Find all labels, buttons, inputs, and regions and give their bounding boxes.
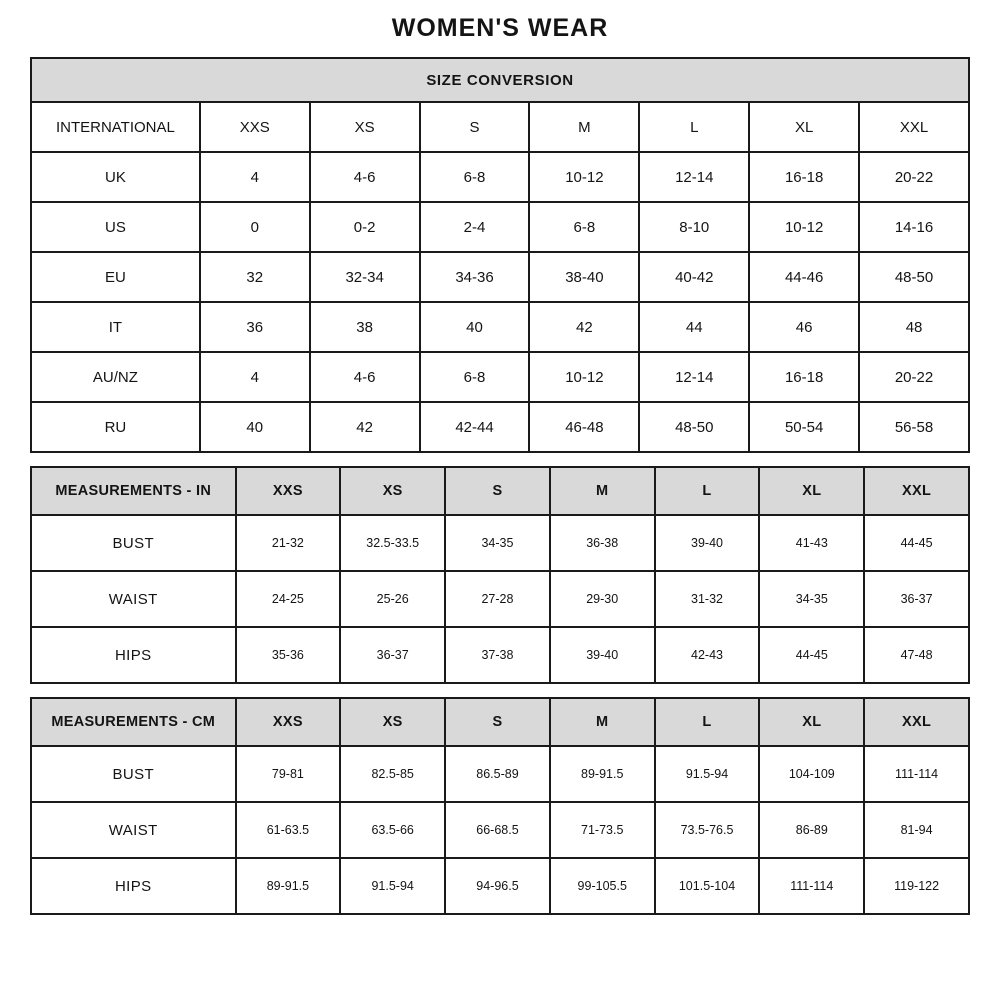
value-cell: 111-114 [864, 746, 969, 802]
value-cell: 16-18 [749, 152, 859, 202]
table-title-cell: SIZE CONVERSION [31, 58, 969, 102]
value-cell: 42 [529, 302, 639, 352]
size-conversion-body [31, 58, 969, 452]
column-header-cell: S [445, 698, 550, 746]
value-cell: 25-26 [340, 571, 445, 627]
row-label-cell: EU [31, 252, 200, 302]
column-header-cell: INTERNATIONAL [31, 102, 200, 152]
table-row [31, 627, 969, 683]
column-header-cell: XXS [236, 467, 341, 515]
column-header-cell: S [420, 102, 530, 152]
column-header-row [31, 467, 969, 515]
value-cell: 91.5-94 [340, 858, 445, 914]
table-row [31, 802, 969, 858]
value-cell: 42-44 [420, 402, 530, 452]
table-title-cell: MEASUREMENTS - IN [31, 467, 236, 515]
column-header-cell: S [445, 467, 550, 515]
value-cell: 89-91.5 [236, 858, 341, 914]
value-cell: 91.5-94 [655, 746, 760, 802]
row-label-cell: WAIST [31, 802, 236, 858]
value-cell: 2-4 [420, 202, 530, 252]
value-cell: 61-63.5 [236, 802, 341, 858]
row-label-cell: US [31, 202, 200, 252]
value-cell: 32 [200, 252, 310, 302]
table-row [31, 152, 969, 202]
value-cell: 47-48 [864, 627, 969, 683]
table-row [31, 515, 969, 571]
value-cell: 111-114 [759, 858, 864, 914]
value-cell: 40 [200, 402, 310, 452]
table-row [31, 352, 969, 402]
value-cell: 0-2 [310, 202, 420, 252]
value-cell: 101.5-104 [655, 858, 760, 914]
value-cell: 0 [200, 202, 310, 252]
value-cell: 89-91.5 [550, 746, 655, 802]
value-cell: 63.5-66 [340, 802, 445, 858]
row-label-cell: HIPS [31, 627, 236, 683]
value-cell: 82.5-85 [340, 746, 445, 802]
value-cell: 86.5-89 [445, 746, 550, 802]
column-header-cell: XL [759, 467, 864, 515]
column-header-cell: XXL [859, 102, 969, 152]
row-label-cell: AU/NZ [31, 352, 200, 402]
table-row [31, 858, 969, 914]
value-cell: 48-50 [639, 402, 749, 452]
measurements-in-table [30, 466, 970, 684]
value-cell: 56-58 [859, 402, 969, 452]
measurements-cm-table [30, 697, 970, 915]
value-cell: 86-89 [759, 802, 864, 858]
value-cell: 44 [639, 302, 749, 352]
measurements-cm-body [31, 698, 969, 914]
column-header-cell: XL [759, 698, 864, 746]
value-cell: 48 [859, 302, 969, 352]
value-cell: 24-25 [236, 571, 341, 627]
value-cell: 36-38 [550, 515, 655, 571]
row-label-cell: HIPS [31, 858, 236, 914]
value-cell: 34-35 [445, 515, 550, 571]
value-cell: 42-43 [655, 627, 760, 683]
value-cell: 37-38 [445, 627, 550, 683]
page-title: WOMEN'S WEAR [391, 14, 609, 42]
column-header-cell: XXL [864, 467, 969, 515]
row-label-cell: BUST [31, 746, 236, 802]
value-cell: 4 [200, 352, 310, 402]
value-cell: 27-28 [445, 571, 550, 627]
value-cell: 36-37 [340, 627, 445, 683]
value-cell: 10-12 [529, 152, 639, 202]
value-cell: 40-42 [639, 252, 749, 302]
value-cell: 20-22 [859, 152, 969, 202]
value-cell: 104-109 [759, 746, 864, 802]
table-title-row [31, 58, 969, 102]
value-cell: 73.5-76.5 [655, 802, 760, 858]
value-cell: 44-46 [749, 252, 859, 302]
column-header-cell: XS [310, 102, 420, 152]
value-cell: 66-68.5 [445, 802, 550, 858]
table-row [31, 202, 969, 252]
value-cell: 94-96.5 [445, 858, 550, 914]
column-header-cell: M [550, 467, 655, 515]
value-cell: 48-50 [859, 252, 969, 302]
value-cell: 39-40 [550, 627, 655, 683]
table-row [31, 252, 969, 302]
value-cell: 44-45 [759, 627, 864, 683]
value-cell: 21-32 [236, 515, 341, 571]
measurements-in-body [31, 467, 969, 683]
value-cell: 40 [420, 302, 530, 352]
value-cell: 46 [749, 302, 859, 352]
column-header-cell: L [655, 467, 760, 515]
value-cell: 4-6 [310, 352, 420, 402]
table-title-cell: MEASUREMENTS - CM [31, 698, 236, 746]
value-cell: 4-6 [310, 152, 420, 202]
value-cell: 41-43 [759, 515, 864, 571]
column-header-cell: XXS [200, 102, 310, 152]
table-row [31, 746, 969, 802]
column-header-cell: XS [340, 698, 445, 746]
value-cell: 42 [310, 402, 420, 452]
value-cell: 6-8 [420, 152, 530, 202]
value-cell: 12-14 [639, 352, 749, 402]
value-cell: 36 [200, 302, 310, 352]
column-header-cell: XL [749, 102, 859, 152]
column-header-cell: M [529, 102, 639, 152]
value-cell: 12-14 [639, 152, 749, 202]
column-header-cell: L [655, 698, 760, 746]
value-cell: 34-36 [420, 252, 530, 302]
value-cell: 6-8 [420, 352, 530, 402]
value-cell: 6-8 [529, 202, 639, 252]
value-cell: 119-122 [864, 858, 969, 914]
value-cell: 16-18 [749, 352, 859, 402]
value-cell: 36-37 [864, 571, 969, 627]
column-header-row [31, 698, 969, 746]
value-cell: 4 [200, 152, 310, 202]
row-label-cell: BUST [31, 515, 236, 571]
value-cell: 99-105.5 [550, 858, 655, 914]
table-row [31, 402, 969, 452]
value-cell: 34-35 [759, 571, 864, 627]
column-header-cell: M [550, 698, 655, 746]
column-header-cell: L [639, 102, 749, 152]
column-header-cell: XXS [236, 698, 341, 746]
size-conversion-table [30, 57, 970, 453]
value-cell: 10-12 [749, 202, 859, 252]
value-cell: 32-34 [310, 252, 420, 302]
value-cell: 35-36 [236, 627, 341, 683]
value-cell: 32.5-33.5 [340, 515, 445, 571]
table-row [31, 571, 969, 627]
value-cell: 38-40 [529, 252, 639, 302]
column-header-cell: XXL [864, 698, 969, 746]
value-cell: 46-48 [529, 402, 639, 452]
value-cell: 10-12 [529, 352, 639, 402]
value-cell: 79-81 [236, 746, 341, 802]
row-label-cell: IT [31, 302, 200, 352]
row-label-cell: UK [31, 152, 200, 202]
column-header-cell: XS [340, 467, 445, 515]
value-cell: 29-30 [550, 571, 655, 627]
value-cell: 44-45 [864, 515, 969, 571]
value-cell: 8-10 [639, 202, 749, 252]
value-cell: 38 [310, 302, 420, 352]
value-cell: 71-73.5 [550, 802, 655, 858]
value-cell: 81-94 [864, 802, 969, 858]
table-row [31, 302, 969, 352]
column-header-row [31, 102, 969, 152]
value-cell: 14-16 [859, 202, 969, 252]
value-cell: 31-32 [655, 571, 760, 627]
value-cell: 50-54 [749, 402, 859, 452]
value-cell: 39-40 [655, 515, 760, 571]
row-label-cell: RU [31, 402, 200, 452]
row-label-cell: WAIST [31, 571, 236, 627]
value-cell: 20-22 [859, 352, 969, 402]
